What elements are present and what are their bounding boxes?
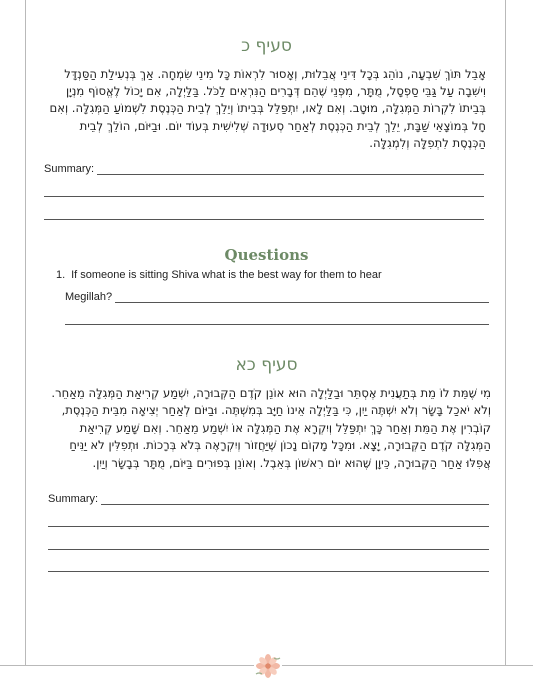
answer-line[interactable] — [48, 526, 489, 527]
question-item — [56, 269, 491, 329]
question-answer-line[interactable] — [115, 292, 489, 303]
question-number: 1. — [56, 269, 66, 281]
answer-line[interactable] — [48, 571, 489, 572]
summary-answer-line[interactable] — [97, 164, 484, 175]
left-border-line — [25, 0, 26, 665]
question-text-line2: Megillah? — [65, 291, 113, 303]
summary-answer-line[interactable] — [101, 494, 489, 505]
answer-line[interactable] — [44, 219, 484, 220]
right-border-line — [505, 0, 506, 665]
questions-title: Questions — [224, 246, 309, 264]
section-20-summary — [44, 163, 484, 175]
summary-label: Summary: — [44, 163, 95, 175]
question-answer-row — [65, 291, 489, 303]
section-20-title: סעיף כ — [241, 36, 292, 56]
flower-icon — [254, 652, 282, 680]
section-21-title: סעיף כא — [235, 355, 298, 375]
answer-line[interactable] — [44, 196, 484, 197]
section-21-summary — [48, 493, 489, 505]
section-20-paragraph: אָבֵל תּוֹךְ שִׁבְעָה, נוֹהֵג בְּכָל דִּינֵי אֲבֵלוּת, וְאָסוּר לִרְאוֹת כָּל מִינֵי שִׂמְחָה. אַךְ בְּנְעִילַת הַסַּנְדָּל וִישִׁבָה עַל גַּבֵּי סַפְסָל, מֻתָּר, מִפְּנֵי שֶׁהֵם דְּבָרִים הַנִּרְאִים לַכֹּל. בַּלַּיְלָה, אִם יָכוֹל לֶאֱסוֹף מִנְיָן בְּבֵיתוֹ לִקְרוֹת הַמְּגִלָּה, מוּטָב. וְאִם לָאו, יִתְפַּלֵּל בְּבֵיתוֹ וְיֵלֵךְ לְבֵית הַכְּנֶסֶת לִשְׁמוֹעַ הַמְּגִלָּה. וְאִם חָל בְּמוֹצָאֵי שַׁבָּת, יֵלֵךְ לְבֵית הַכְּנֶסֶת לְאַחַר סְעוּדָה שְׁלִישִׁית בְּעוֹד יוֹם. וּבַיּוֹם, הוֹלֵךְ לְבֵית הַכְּנֶסֶת לִתְפִלָּה וְלִמְגִלָּה. — [49, 67, 486, 150]
answer-line[interactable] — [48, 549, 489, 550]
section-21-paragraph: מִי שֶׁמֵּת לוֹ מֵת בְּתַעֲנִית אֶסְתֵּר וּבַלַּיְלָה הוּא אוֹנֵן קֹדֶם הַקְּבוּרָה, יִשְׁמַע קְרִיאַת הַמְּגִלָּה מֵאַחֵר. וְלֹא יֹאכַל בָּשָׂר וְלֹא יִשְׁתֶּה יַיִן, כִּי בַּלַּיְלָה אֵינוֹ חַיָּב בְּמִשְׁתֶּה. וּבַיּוֹם לְאַחַר יְצִיאָה מִבֵּית הַכְּנֶסֶת, קוֹבְרִין אֶת הַמֵּת וְאַחַר כָּךְ יִתְפַּלֵּל וְיִקְרָא אֶת הַמְּגִלָּה אוֹ יִשְׁמַע מֵאַחֵר. וְאִם שָׁמַע קְרִיאַת הַמְּגִלָּה קֹדֶם הַקְּבוּרָה, יָצָא. וּמִכָּל מָקוֹם נָכוֹן שֶׁיַּחֲזוֹר וְיִקְרָאֶה בְּלֹא בְּרָכוֹת. וּתְפִלִּין לֹא יַנִּיחַ אֲפִלּוּ אַחַר הַקְּבוּרָה, כֵּיוָן שֶׁהוּא יוֹם רִאשׁוֹן בְּאֵבֶל. וְאוֹנֵן בְּפוּרִים בַּיּוֹם, מֻתָּר בְּבָשָׂר וְיַיִן. — [51, 386, 491, 470]
answer-line[interactable] — [65, 324, 489, 325]
summary-label: Summary: — [48, 493, 99, 505]
question-text-line1: If someone is sitting Shiva what is the best way for them to hear — [71, 269, 382, 281]
